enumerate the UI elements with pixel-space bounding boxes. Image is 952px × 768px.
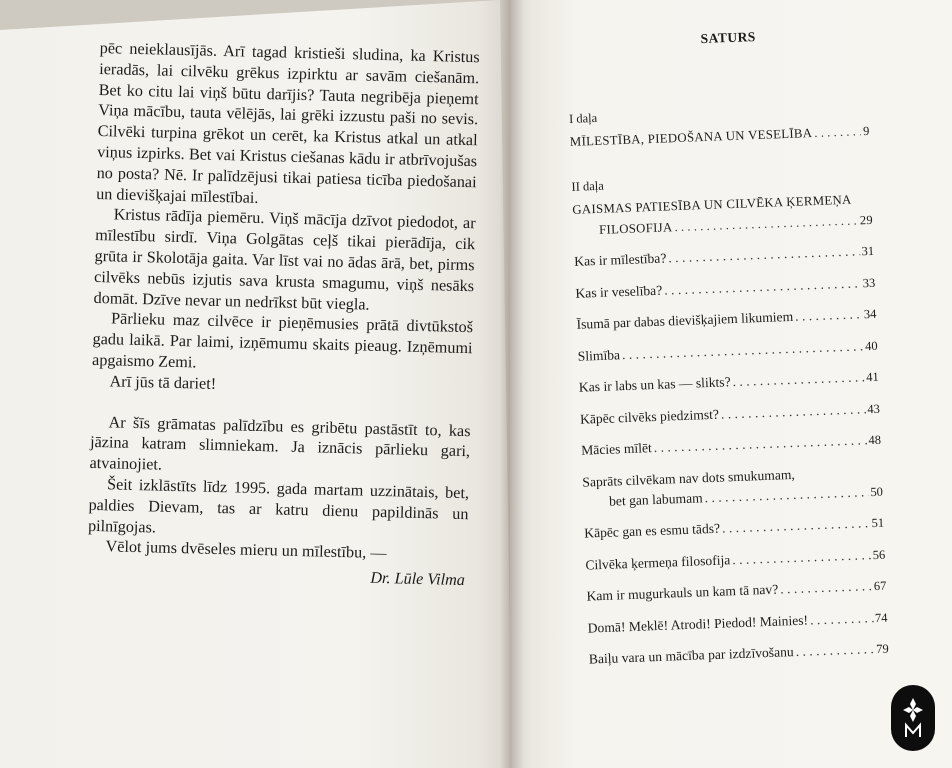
toc-entry-title: Kas ir mīlestība? [573, 250, 667, 269]
toc-part-heading: GAISMAS PATIESĪBA UN CILVĒKA ĶERMEŅA [572, 192, 852, 217]
toc-entry [584, 515, 884, 542]
paragraph: Kristus rādīja piemēru. Viņš mācīja dzīvot piedodot, ar mīlestību sirdī. Viņa Golgātas ceļš tikai pierādīja, cik grūta ir Skolotāja gaita. Var līst vai no ādas ārā, bet, pirms cilvēks nebūs izjutis sava krusta smagumu, viņš nesāks domāt. Dzīve nevar un nedrīkst būt viegla. [93, 205, 476, 314]
toc-entry [576, 306, 876, 333]
toc-entry [581, 432, 881, 459]
toc-leader [722, 515, 870, 536]
toc-leader [674, 213, 858, 235]
toc-entry-page: 79 [875, 641, 889, 657]
toc-entry-title: bet gan labumam [608, 489, 703, 509]
toc-entry [575, 274, 875, 301]
toc-leader [780, 578, 872, 597]
toc-entry-title: Kas ir veselība? [575, 282, 663, 301]
toc-entry [585, 546, 885, 573]
toc-entry-title: Domā! Meklē! Atrodi! Piedod! Mainies! [587, 612, 809, 636]
toc-entry-title: Baiļu vara un mācība par izdzīvošanu [588, 644, 794, 667]
toc-entry [589, 641, 889, 668]
toc-entry-page: 50 [870, 484, 884, 499]
toc-entry [582, 463, 883, 510]
toc-entry-page: 51 [871, 515, 885, 531]
toc-entry-title: Mācies mīlēt [580, 440, 653, 458]
toc-entry-title: Saprāts cilvēkam nav dots smukumam, [582, 466, 796, 490]
toc-entry [580, 400, 880, 427]
toc-part-label: II daļa [571, 178, 605, 194]
toc-leader [664, 275, 861, 298]
toc-entry [577, 337, 877, 364]
toc-leader [732, 369, 864, 390]
toc-entry-page: 43 [867, 401, 881, 416]
toc-entry-page: 48 [868, 432, 882, 448]
toc-entry-title: FILOSOFIJA [598, 219, 673, 237]
toc-entry [587, 609, 887, 636]
toc-entry-title: MĪLESTĪBA, PIEDOŠANA UN VESELĪBA [569, 126, 813, 149]
paragraph: Ar šīs grāmatas palīdzību es gribētu pastāstīt to, kas jāzina katram slimniekam. Ja iznācis pārlieku gari, atvainojiet. [89, 412, 471, 474]
toc-leader [721, 401, 866, 422]
toc-entry [573, 212, 873, 238]
paragraph: Pārlieku maz cilvēce ir pieņēmusies prātā divtūkstoš gadu laikā. Par laimi, izņēmumu skaits pieaug. Izņēmumi apgaismo Zemi. [91, 309, 474, 372]
toc-entry-title: Kas ir labs un kas — slikts? [578, 374, 731, 395]
toc-entry-title: Kāpēc cilvēks piedzimst? [579, 406, 720, 427]
toc-entry-page: 9 [862, 123, 870, 139]
toc-leader [795, 306, 862, 324]
toc-leader [622, 338, 864, 363]
paragraph: Šeit izklāstīts līdz 1995. gada martam uzzinātais, bet, paldies Dievam, tas ar katru dienu papildinās un pilnīgojas. [87, 475, 470, 537]
toc-entry-title: Īsumā par dabas dievišķajiem likumiem [576, 308, 794, 332]
toc-part-label: I daļa [568, 110, 598, 126]
toc-entry-title: Kam ir mugurkauls un kam tā nav? [586, 581, 779, 604]
toc-leader [795, 641, 874, 660]
toc-entry-page: 29 [859, 212, 874, 227]
toc-leader [668, 243, 860, 266]
toc-entry-title: Cilvēka ķermeņa filosofija [585, 551, 731, 573]
toc-entry-page: 56 [872, 547, 886, 562]
toc-entry-page: 74 [874, 610, 888, 625]
toc-leader [810, 610, 874, 628]
toc-leader [814, 124, 861, 141]
author-signature: Dr. Lūle Vilma [370, 568, 466, 590]
toc-entry [574, 243, 874, 270]
toc-leader [704, 484, 868, 506]
toc-leader [653, 432, 866, 456]
toc-entry [570, 124, 870, 150]
toc-entry-page: 34 [863, 306, 877, 322]
toc-entry-page: 67 [873, 578, 887, 594]
diamond-logo-icon [891, 685, 935, 751]
toc-title: SATURS [700, 29, 757, 47]
left-page-text [87, 38, 480, 591]
toc-entry-page: 33 [862, 275, 876, 290]
paragraph: Vēlot jums dvēseles mieru un mīlestību, — [105, 537, 387, 563]
toc-leader [732, 547, 871, 568]
toc-entry-page: 31 [861, 243, 875, 259]
toc-entry-title: Kāpēc gan es esmu tāds? [583, 520, 721, 541]
toc-entry-page: 40 [864, 338, 878, 353]
paragraph: Arī jūs tā dariet! [109, 372, 217, 393]
toc-entry-title: Slimība [577, 346, 621, 364]
toc-entry-page: 41 [865, 369, 879, 385]
toc-entry [586, 578, 886, 605]
toc-entry [579, 369, 879, 396]
table-of-contents [566, 25, 890, 683]
paragraph: pēc neieklausījās. Arī tagad kristieši sludina, ka Kristus ieradās, lai cilvēku grēkus izpirktu ar savām ciešanām. Bet ko citu lai viņš būtu darījis? Tauta negribēja pieņemt Viņa mācību, tauta vēlējās, lai grēki izzustu paši no sevis. Cilvēki turpina grēkot un cerēt, ka Kristus atkal un atkal viņus izpirks. Bet vai Kristus ciešanas kādu ir atbrīvojušas no posta? Nē. Ir palīdzējusi tikai patiesa ticība piedošanai un dievišķajai mīlestībai. [95, 38, 480, 207]
